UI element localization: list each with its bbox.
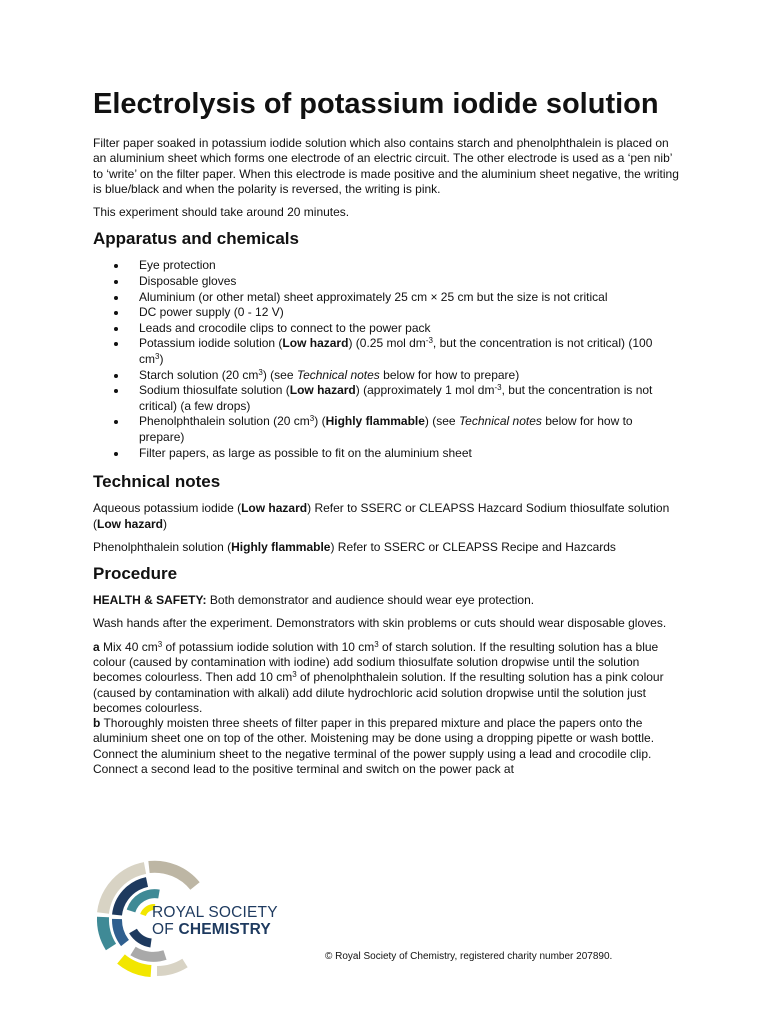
technical-heading: Technical notes [93,472,221,492]
list-item: Potassium iodide solution (Low hazard) (0.25 mol $dm^{-3}$, but the concentration is not critical) (100 $cm^3$) [93,336,679,367]
safety-note: HEALTH & SAFETY: Both demonstrator and audience should wear eye protection. [93,593,535,608]
apparatus-heading: Apparatus and chemicals [93,229,299,249]
list-item: Phenolphthalein solution (20 $cm^3$) (Highly flammable) (see Technical notes below for how to prepare) [93,414,679,445]
bullet-icon [114,327,118,331]
procedure-step-a: a Mix 40 $cm^3$ of potassium iodide solution with 10 $cm^3$ of starch solution. If the resulting solution has a blue colour (caused by contamination with iodine) add sodium thiosulfate solution dropwise until the solution becomes colourless. Then add 10 $cm^3$ of phenolphthalein solution. If the resulting solution has a pink colour (caused by contamination with alkali) add dilute hydrochloric acid solution dropwise until the solution just becomes colourless. [93,639,664,715]
list-item: Disposable gloves [93,274,679,290]
bullet-icon [114,374,118,378]
bullet-icon [114,452,118,456]
list-item: Sodium thiosulfate solution (Low hazard) (approximately 1 mol $dm^{-3}$, but the concentration is not critical) (a few drops) [93,383,679,414]
list-item: Aluminium (or other metal) sheet approximately 25 cm × 25 cm but the size is not critical [93,290,679,306]
logo-line-2: OF CHEMISTRY [152,921,271,938]
bullet-icon [114,264,118,268]
bullet-icon [114,311,118,315]
logo-line-1: ROYAL SOCIETY [152,904,278,921]
wash-note: Wash hands after the experiment. Demonstrators with skin problems or cuts should wear disposable gloves. [93,616,667,631]
rsc-logo-text [152,904,278,938]
intro-paragraph: Filter paper soaked in potassium iodide solution which also contains starch and phenolphthalein is placed on an aluminium sheet which forms one electrode of an electric circuit. The other electrode is used as a ‘pen nib’ to ‘write’ on the filter paper. When this electrode is made positive and the aluminium sheet negative, the writing is blue/black and when the polarity is reversed, the writing is pink. [93,136,679,196]
document-page [93,86,679,777]
list-item: Starch solution (20 $cm^3$) (see Technical notes below for how to prepare) [93,368,679,384]
procedure-heading: Procedure [93,564,178,584]
bullet-icon [114,280,118,284]
page-title: Electrolysis of potassium iodide solution [93,88,659,120]
copyright-text: © Royal Society of Chemistry, registered charity number 207890. [325,951,613,962]
bullet-icon [114,420,118,424]
bullet-icon [114,296,118,300]
bullet-icon [114,389,118,393]
list-item: Eye protection [93,258,679,274]
technical-note: Phenolphthalein solution (Highly flammable) Refer to SSERC or CLEAPSS Recipe and Hazcards [93,539,616,554]
list-item: DC power supply (0 - 12 V) [93,305,679,321]
technical-note: Aqueous potassium iodide (Low hazard) Refer to SSERC or CLEAPSS Hazcard Sodium thiosulfate solution (Low hazard) [93,501,670,531]
apparatus-list [93,258,679,461]
procedure-step-b: b Thoroughly moisten three sheets of filter paper in this prepared mixture and place the papers onto the aluminium sheet one on top of the other. Moistening may be done using a dropping pipette or wash bottle. Connect the aluminium sheet to the negative terminal of the power supply using a lead and crocodile clip. Connect a second lead to the positive terminal and switch on the power pack at [93,716,655,777]
duration-text: This experiment should take around 20 minutes. [93,205,350,220]
bullet-icon [114,342,118,346]
list-item: Filter papers, as large as possible to fit on the aluminium sheet [93,446,679,462]
safety-label: HEALTH & SAFETY: [93,593,207,608]
list-item: Leads and crocodile clips to connect to the power pack [93,321,679,337]
